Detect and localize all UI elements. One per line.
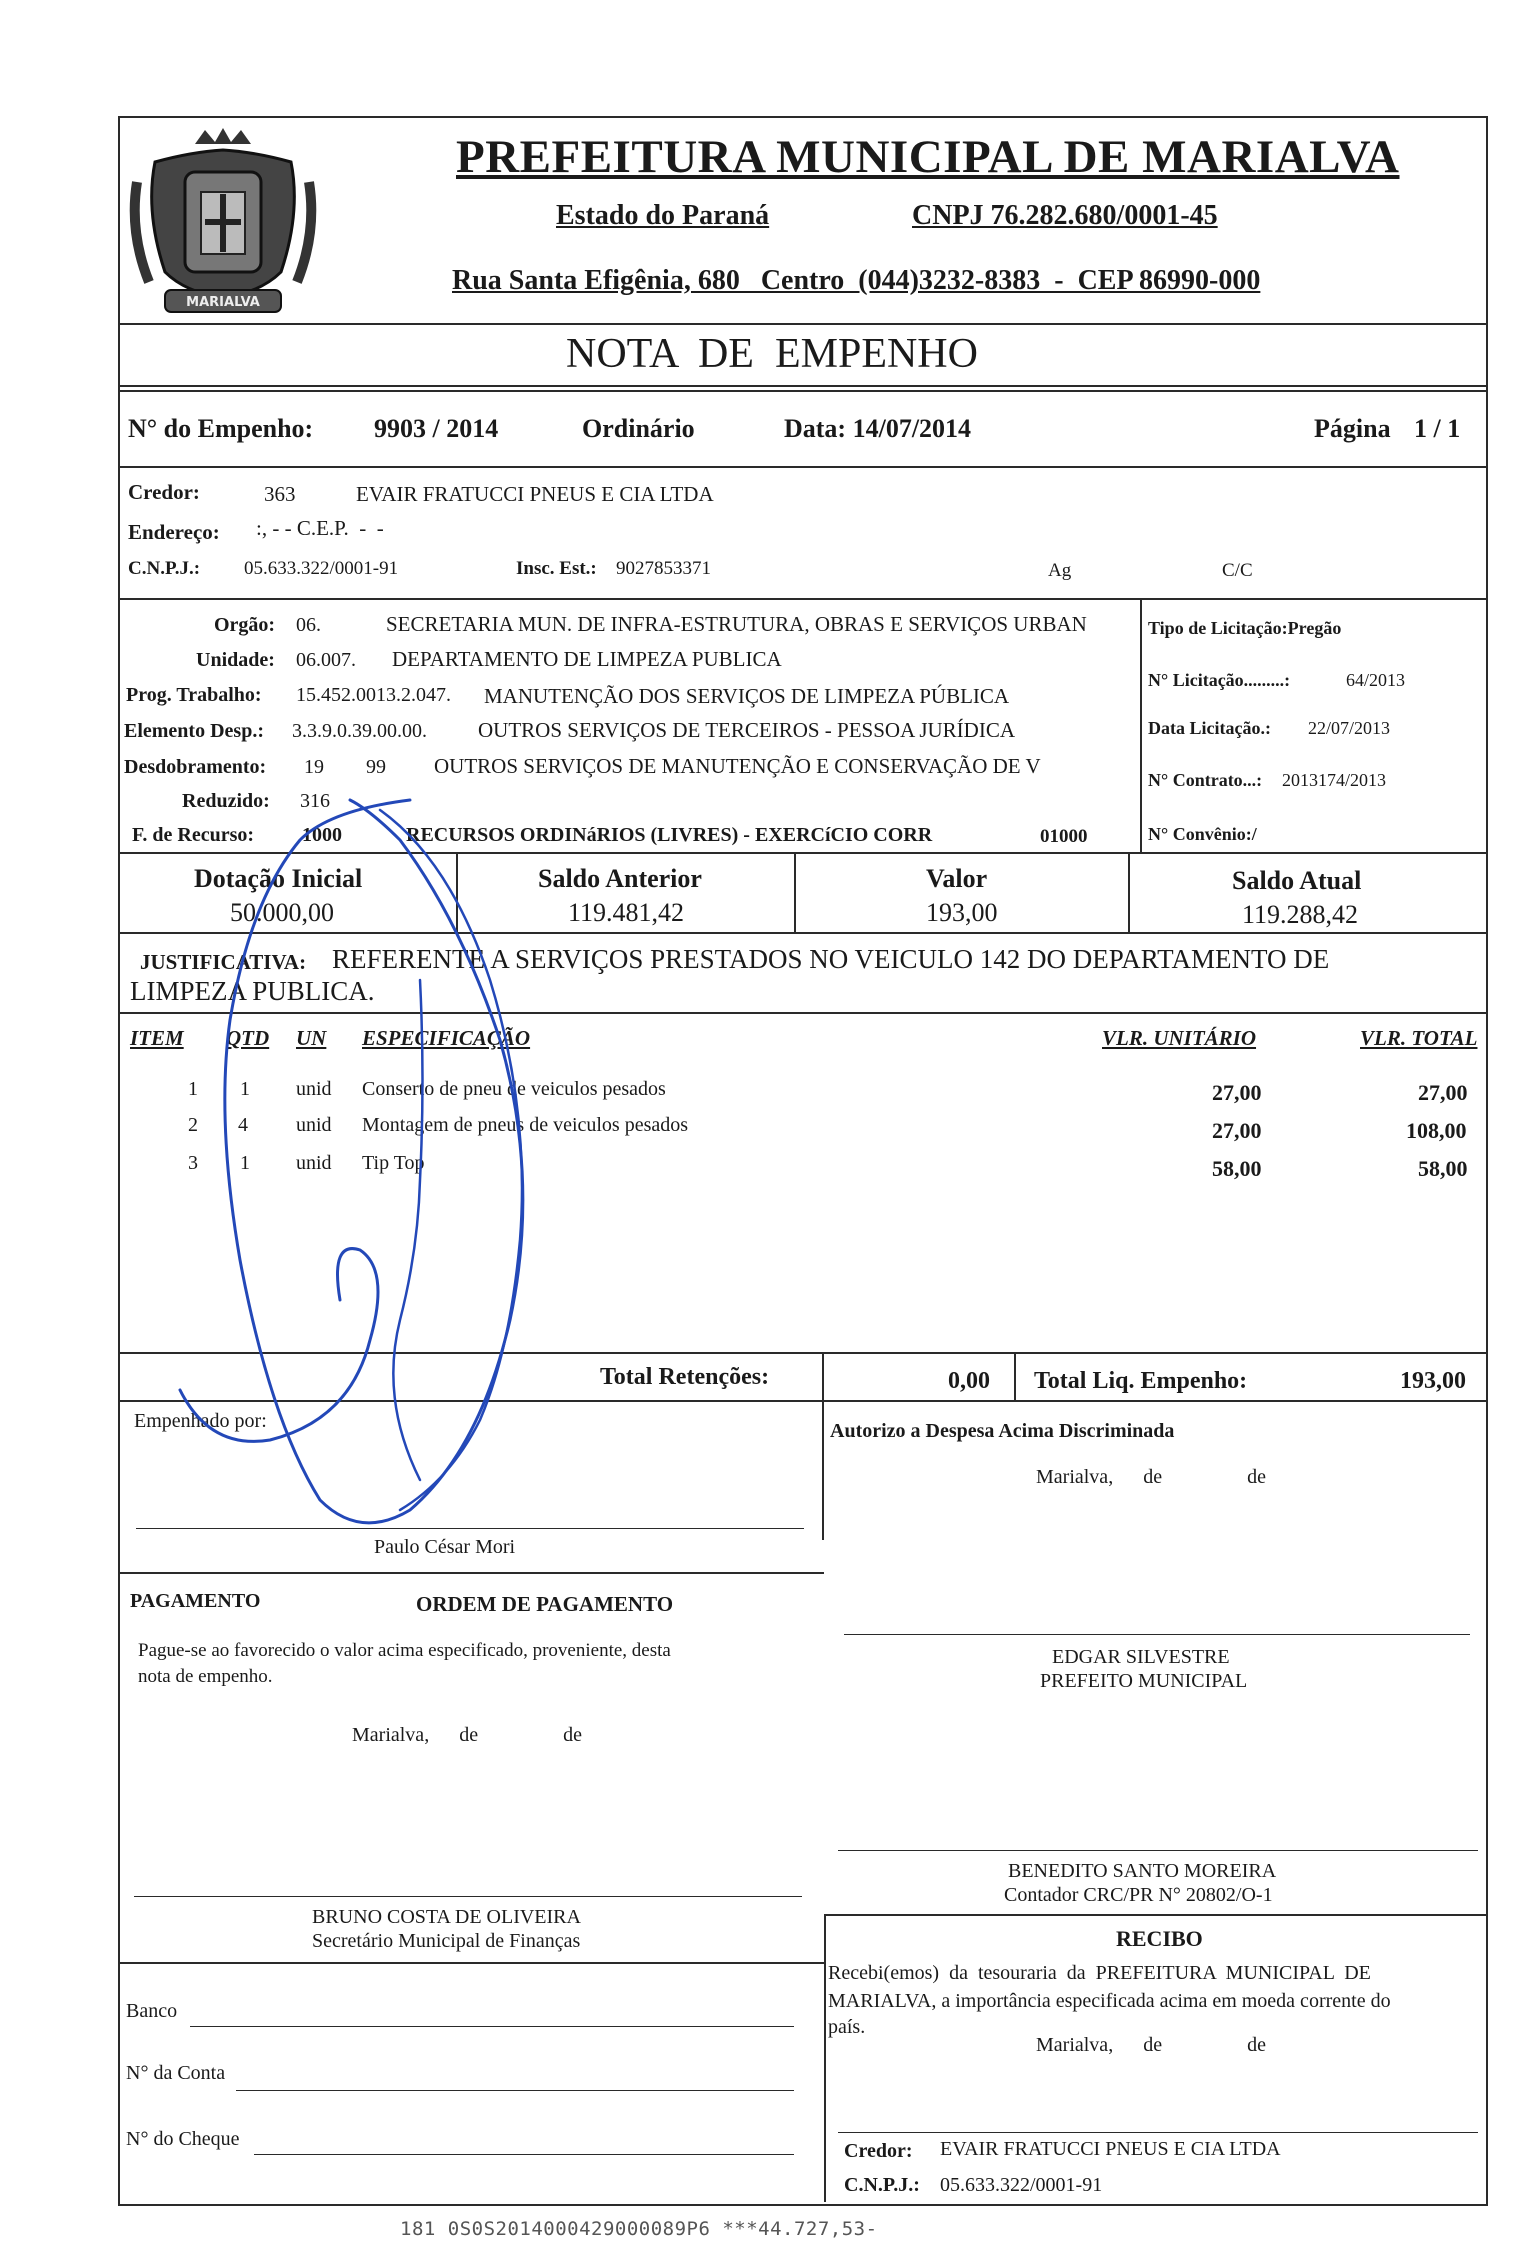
prog-code: 15.452.0013.2.047. [296,684,451,706]
saldo-atual-value: 119.288,42 [1242,900,1359,929]
banco-field[interactable] [190,2026,794,2027]
pagamento-local-date: Marialva, de de [352,1724,582,1746]
recibo-credor-label: Credor: [844,2140,913,2162]
col-header-especificacao: ESPECIFICAÇÃO [362,1026,531,1050]
unidade-desc: DEPARTAMENTO DE LIMPEZA PUBLICA [392,647,782,671]
col-header-vlr-unitario: VLR. UNITÁRIO [1102,1026,1257,1050]
prog-desc: MANUTENÇÃO DOS SERVIÇOS DE LIMPEZA PÚBLICA [484,684,1010,708]
desdobramento-code2: 99 [366,756,386,778]
svg-text:MARIALVA: MARIALVA [186,295,260,310]
recibo-title: RECIBO [1116,1926,1203,1951]
col-header-vlr-total: VLR. TOTAL [1360,1026,1478,1050]
credor-name: EVAIR FRATUCCI PNEUS E CIA LTDA [356,482,714,506]
item-qtd: 4 [238,1114,248,1136]
saldo-anterior-value: 119.481,42 [568,898,685,927]
recibo-local-date: Marialva, de de [1036,2034,1266,2056]
credor-label: Credor: [128,480,200,504]
item-total-value: 27,00 [1418,1080,1468,1105]
recibo-text-line3: país. [828,2016,866,2038]
banco-label: Banco [126,2000,178,2022]
item-number: 1 [188,1078,198,1100]
total-retencoes-value: 0,00 [948,1368,990,1394]
fonte-code: 1000 [302,824,342,846]
total-liq-value: 193,00 [1400,1368,1466,1394]
reduzido-value: 316 [300,790,330,812]
cnpj-value: 05.633.322/0001-91 [244,558,399,579]
saldo-anterior-label: Saldo Anterior [538,864,702,893]
dotacao-inicial-label: Dotação Inicial [194,864,363,893]
state-text: Estado do Paraná [556,200,770,231]
convenio-label: N° Convênio:/ [1148,824,1257,844]
empenho-number: 9903 / 2014 [374,414,499,443]
cc-label: C/C [1222,560,1253,581]
item-desc: Conserto de pneu de veiculos pesados [362,1078,666,1100]
licitacao-data-value: 22/07/2013 [1308,718,1391,738]
licitacao-data-label: Data Licitação.: [1148,718,1271,738]
valor-value: 193,00 [926,898,998,927]
pagamento-label: PAGAMENTO [130,1590,261,1612]
secretario-name: BRUNO COSTA DE OLIVEIRA [312,1906,581,1928]
elemento-desc: OUTROS SERVIÇOS DE TERCEIROS - PESSOA JURÍDICA [478,718,1016,742]
item-unit-value: 27,00 [1212,1080,1262,1105]
elemento-label: Elemento Desp.: [124,720,264,742]
autorizo-local-date: Marialva, de de [1036,1466,1266,1488]
recibo-text-line1: Recebi(emos) da tesouraria da PREFEITURA MUNICIPAL DE [828,1962,1371,1984]
item-qtd: 1 [240,1078,250,1100]
recibo-text-line2: MARIALVA, a importância especificada acima em moeda corrente do [828,1990,1391,2012]
item-desc: Tip Top [362,1152,425,1174]
item-un: unid [296,1152,332,1174]
handwritten-signature [120,780,620,1540]
orgao-code: 06. [296,614,321,636]
orgao-desc: SECRETARIA MUN. DE INFRA-ESTRUTURA, OBRAS E SERVIÇOS URBAN [386,612,1087,636]
item-total-value: 108,00 [1406,1118,1467,1143]
address-text: Rua Santa Efigênia, 680 Centro (044)3232-8383 - CEP 86990-000 [452,265,1261,296]
endereco-label: Endereço: [128,520,220,544]
coat-of-arms-logo [125,122,320,332]
item-un: unid [296,1078,332,1100]
licitacao-num-label: N° Licitação.........: [1148,670,1291,690]
recibo-cnpj-value: 05.633.322/0001-91 [940,2174,1103,2196]
col-header-qtd: QTD [226,1026,270,1050]
conta-label: N° da Conta [126,2062,226,2084]
tipo-licitacao: Tipo de Licitação:Pregão [1148,618,1342,638]
pague-se-text-line1: Pague-se ao favorecido o valor acima especificado, proveniente, desta [138,1640,671,1661]
desdobramento-label: Desdobramento: [124,756,267,778]
empenho-type: Ordinário [582,414,695,443]
elemento-code: 3.3.9.0.39.00.00. [292,720,427,742]
orgao-label: Orgão: [214,614,276,636]
total-liq-label: Total Liq. Empenho: [1034,1368,1248,1394]
secretario-role: Secretário Municipal de Finanças [312,1930,581,1952]
valor-label: Valor [926,864,988,893]
insc-label: Insc. Est.: [516,558,597,579]
document-title: NOTA DE EMPENHO [566,331,978,377]
prefeito-name: EDGAR SILVESTRE [1052,1646,1230,1668]
item-number: 3 [188,1152,198,1174]
reduzido-label: Reduzido: [182,790,270,812]
pague-se-text-line2: nota de empenho. [138,1666,273,1687]
empenhado-por-label: Empenhado por: [134,1410,267,1432]
col-header-item: ITEM [130,1026,184,1050]
fonte-code2: 01000 [1040,826,1088,847]
total-retencoes-label: Total Retenções: [600,1364,770,1390]
fonte-desc: RECURSOS ORDINáRIOS (LIVRES) - EXERCíCIO CORR [406,824,933,846]
licitacao-num-value: 64/2013 [1346,670,1406,690]
item-unit-value: 58,00 [1212,1156,1262,1181]
justificativa-text-line1: REFERENTE A SERVIÇOS PRESTADOS NO VEICULO 142 DO DEPARTAMENTO DE [332,944,1330,974]
conta-field[interactable] [236,2090,794,2091]
unidade-code: 06.007. [296,649,356,671]
item-unit-value: 27,00 [1212,1118,1262,1143]
empenho-date: Data: 14/07/2014 [784,414,972,443]
page-label: Página [1314,414,1391,443]
cnpj-label: C.N.P.J.: [128,558,201,579]
page-value: 1 / 1 [1414,414,1461,443]
item-un: unid [296,1114,332,1136]
credor-code: 363 [264,482,296,506]
contador-name: BENEDITO SANTO MOREIRA [1008,1860,1277,1882]
fonte-label: F. de Recurso: [132,824,255,846]
recibo-credor-name: EVAIR FRATUCCI PNEUS E CIA LTDA [940,2138,1281,2160]
item-total-value: 58,00 [1418,1156,1468,1181]
contrato-value: 2013174/2013 [1282,770,1387,790]
cheque-field[interactable] [254,2154,794,2155]
contador-role: Contador CRC/PR N° 20802/O-1 [1004,1884,1273,1906]
prog-label: Prog. Trabalho: [126,684,262,706]
item-desc: Montagem de pneus de veiculos pesados [362,1114,689,1136]
col-header-un: UN [296,1026,327,1050]
insc-value: 9027853371 [616,558,711,579]
recibo-cnpj-label: C.N.P.J.: [844,2174,920,2196]
saldo-atual-label: Saldo Atual [1232,866,1362,895]
contrato-label: N° Contrato...: [1148,770,1263,790]
cnpj-text: CNPJ 76.282.680/0001-45 [912,200,1218,231]
cheque-label: N° do Cheque [126,2128,240,2150]
prefeito-role: PREFEITO MUNICIPAL [1040,1670,1248,1692]
dotacao-inicial-value: 50.000,00 [230,898,334,927]
justificativa-text-line2: LIMPEZA PUBLICA. [130,976,375,1006]
desdobramento-desc: OUTROS SERVIÇOS DE MANUTENÇÃO E CONSERVAÇÃO DE V [434,754,1041,778]
ordem-pagamento-label: ORDEM DE PAGAMENTO [416,1592,674,1616]
unidade-label: Unidade: [196,649,275,671]
ag-label: Ag [1048,560,1072,581]
item-qtd: 1 [240,1152,250,1174]
municipality-title: PREFEITURA MUNICIPAL DE MARIALVA [456,131,1400,183]
authentication-stamp: 181 0S0S2014000429000089P6 ***44.727,53- [400,2218,878,2240]
empenho-number-label: N° do Empenho: [128,414,314,443]
desdobramento-code: 19 [304,756,324,778]
autorizo-text: Autorizo a Despesa Acima Discriminada [830,1420,1175,1442]
endereco-value: :, - - C.E.P. - - [256,516,384,540]
empenhado-por-name: Paulo César Mori [374,1536,516,1558]
item-number: 2 [188,1114,198,1136]
justificativa-label: JUSTIFICATIVA: [140,950,307,974]
